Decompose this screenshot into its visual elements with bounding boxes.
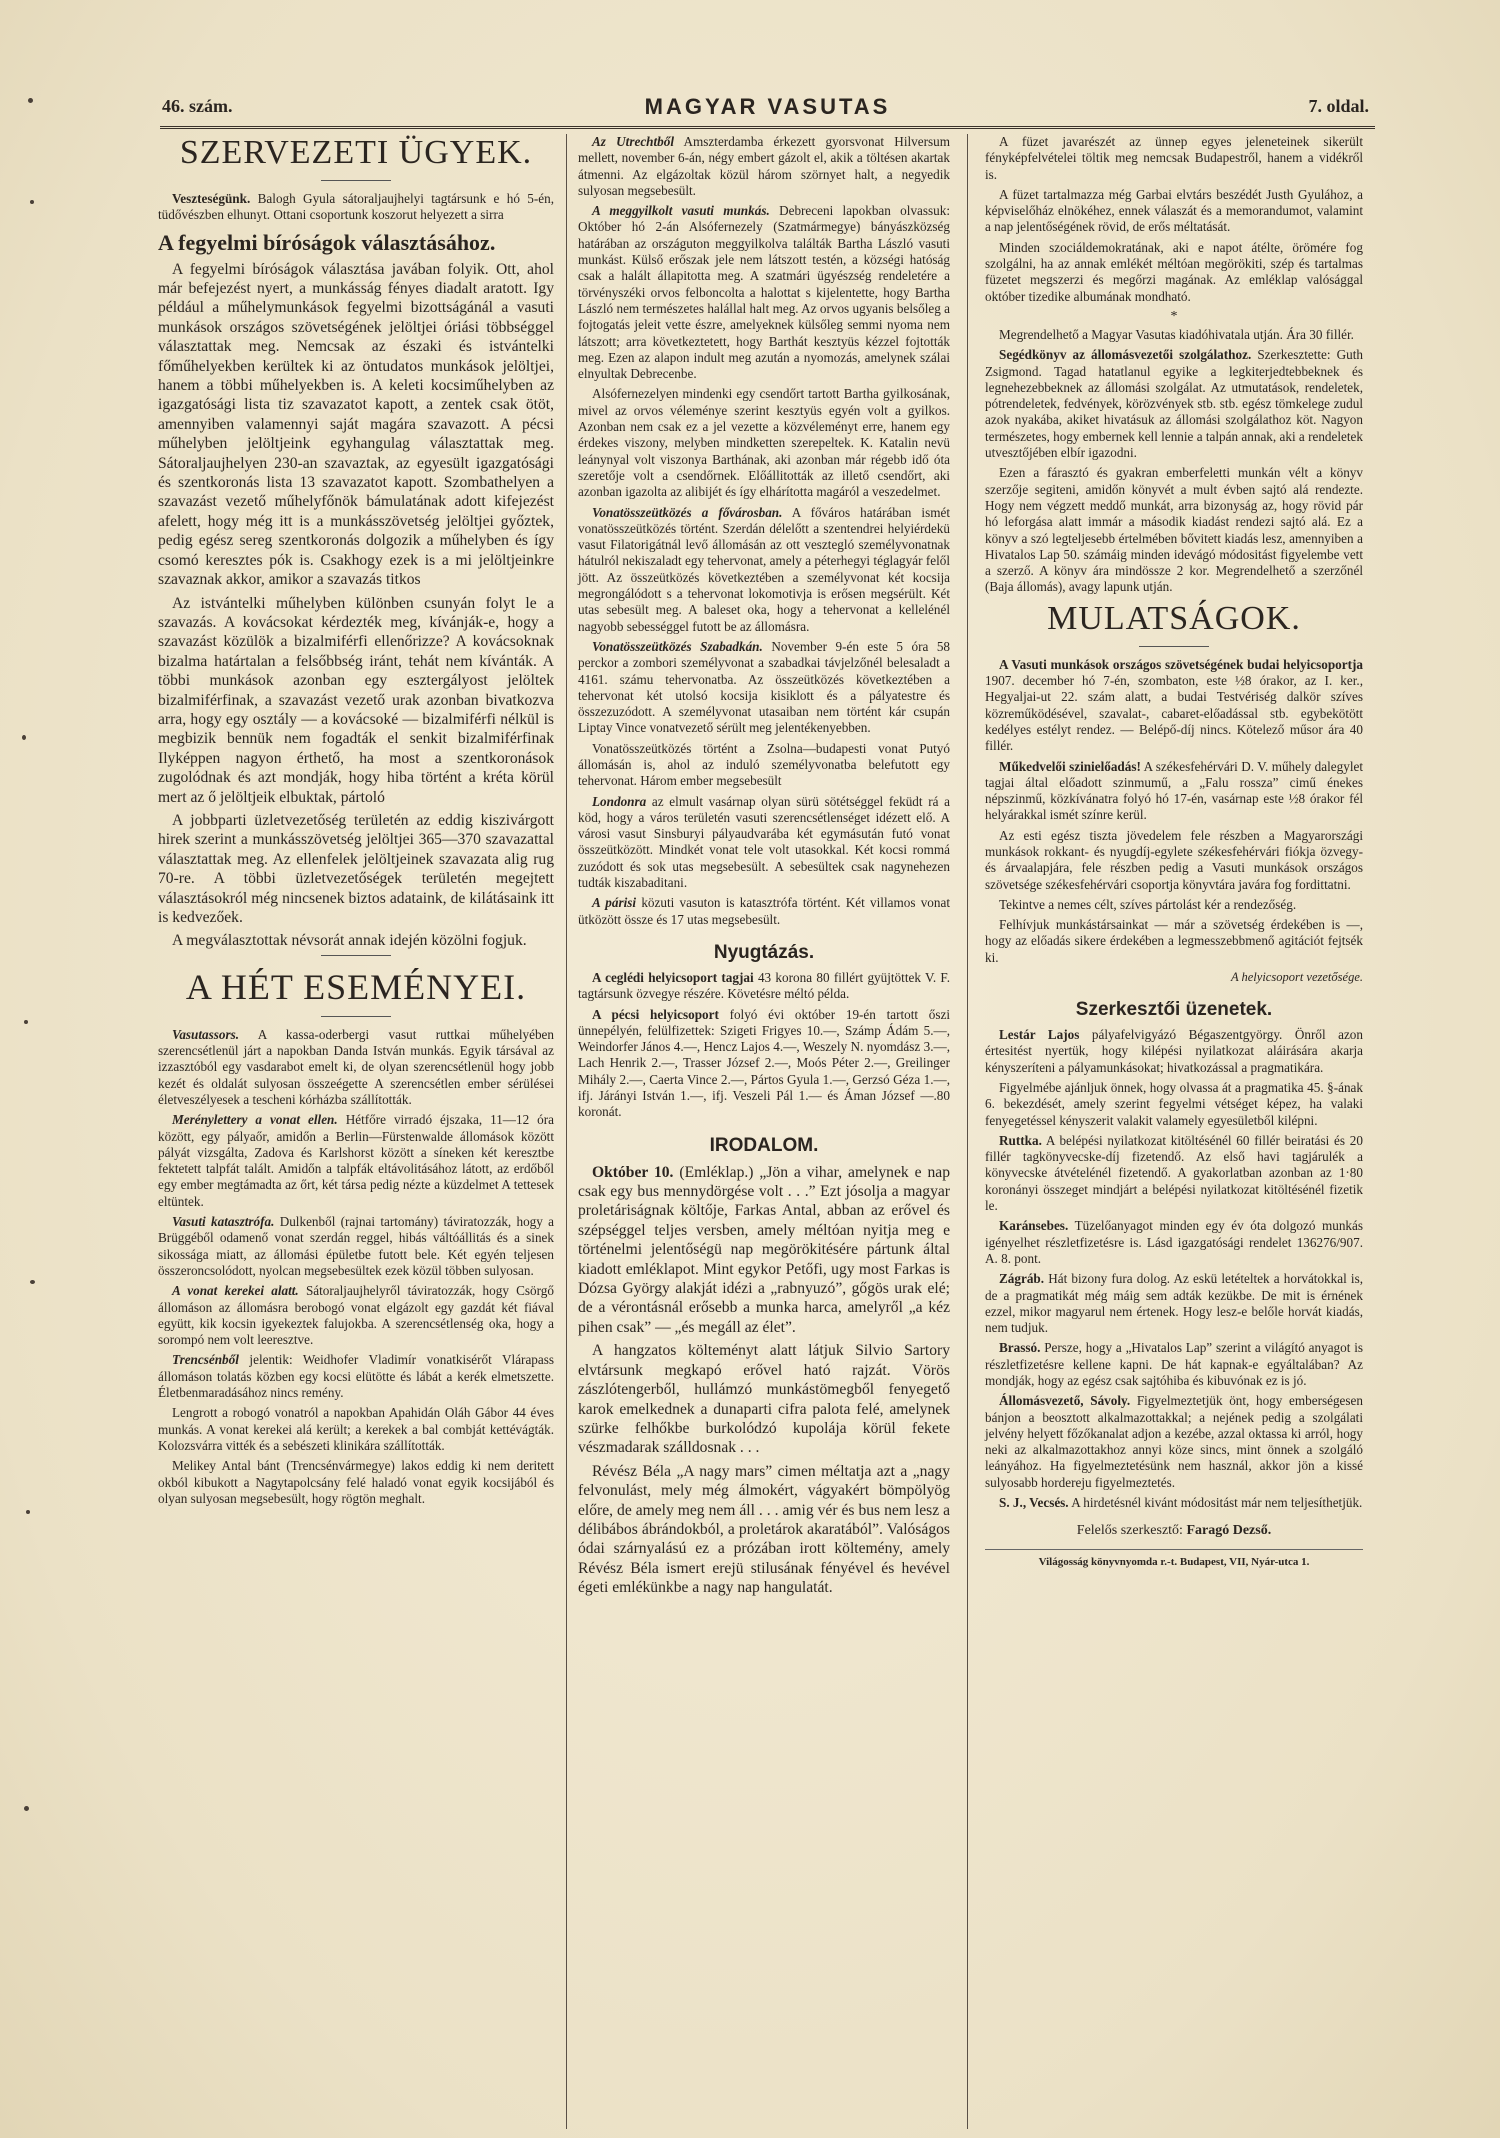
message-item (985, 1495, 1363, 1511)
news-text: Melikey Antal bánt (Trencsénvármegye) lakos eddig ki nem deritett okból kibukott a Nagytapolcsány felé haladó vonat egyik kocsijából és olyan sulyosan megsebesült, hogy rögtön meghalt. (158, 1458, 554, 1506)
section-title: IRODALOM. (709, 1134, 819, 1156)
section-title: SZERVEZETI ÜGYEK. (179, 134, 533, 171)
lit-lead: Október 10. (592, 1163, 674, 1181)
news-item (578, 505, 950, 635)
message-text: A belépési nyilatkozat kitöltésénél 60 fillér beiratási és 20 fillér tagkönyvecske-díj fizetendő. Az első havi tagjárulék a könyvecske átvételénél fizetendő. A gyakorlatban azonban az 1·80 koronányi összeget mindjárt a belépési nyilatkozat kitöltésénél fizetik le. (985, 1132, 1363, 1214)
message-lead: Zágráb. (999, 1271, 1045, 1287)
message-lead: Ruttka. (999, 1132, 1042, 1148)
event-lead: A Vasuti munkások országos szövetségének budai helyicsoportja (999, 656, 1363, 672)
article (158, 191, 554, 224)
message-lead: Lestár Lajos (999, 1027, 1080, 1043)
news-item (578, 741, 950, 790)
lit-item (578, 1163, 950, 1338)
speck (30, 200, 34, 204)
message-text: Figyelmébe ajánljuk önnek, hogy olvassa át a pragmatika 45. §-ának 6. bekezdését, amely szerint fegyelmi vétséget képez, ha valaki fenyegetéssel kényszerit valakit valamely egyesületből kilépni. (985, 1079, 1363, 1128)
news-item (578, 895, 950, 928)
message-lead: Karánsebes. (999, 1218, 1069, 1234)
speck (24, 1806, 29, 1811)
news-item (158, 1214, 554, 1279)
column-middle (578, 134, 950, 1602)
message-item (985, 1080, 1363, 1129)
speck (30, 1280, 35, 1284)
speck (26, 1510, 30, 1514)
lit-item (578, 1462, 950, 1598)
divider (321, 180, 391, 181)
column-right (985, 134, 1363, 1568)
news-item (578, 134, 950, 199)
message-text: Hát bizony fura dolog. Az eskü letételtek a horvátokkal is, de a pragmatikát még máig sem adták kezükbe. De mit is érnének ezzel, mikor magyarul nem értenek. Hogy lesz-e belőle horvát kiadás, nem tudjuk. (985, 1271, 1363, 1336)
event-text: Az esti egész tiszta jövedelem fele részben a Magyarországi munkások rokkant- és nyugdíj-egylete székesfehérvári fiókja özvegy- és árvaalapjára, fele részben pedig a Vasuti munkások országos szövetsége székesfehérvári csoportja könyvtára javára fog fordittatni. (985, 827, 1363, 892)
news-text: A főváros határában ismét vonatösszeütközés történt. Szerdán délelőtt a szentendrei helyiérdekü vasut Filatorigátnál levő állomásán az ott vesztegló személyvonatnak hátulról nekiszaladt egy tehervonat, amely a péterhegyi téglagyár felől jött. Az összeütközés következtében a személyvonat két kocsija megrongálódott s a tehervonat lokomotivja is erősen megsérült. Két utas sebesült meg. A baleset oka, hogy a tehervonat a kellelénél nagyobb sebességgel futott be az állomásra. (578, 504, 951, 634)
news-item (158, 1112, 554, 1210)
editor-credit (985, 1523, 1363, 1539)
section-title: Nyugtázás. (713, 941, 815, 963)
column-rule (967, 134, 968, 2129)
message-item (985, 1271, 1363, 1336)
event-item (985, 917, 1363, 966)
news-lead: Vonatösszeütközés a fővárosban. (592, 504, 783, 520)
receipt-text: 43 korona 80 fillért gyüjtöttek V. F. tagtársunk özvegye részére. Követésre méltó példa. (578, 969, 950, 1002)
news-lead: Merénylettery a vonat ellen. (172, 1112, 338, 1128)
section-title: MULATSÁGOK. (1047, 599, 1301, 637)
book-lead: Segédkönyv az állomásvezetői szolgálathoz. (999, 347, 1252, 363)
lit-item (578, 1341, 950, 1457)
news-text: Lengrott a robogó vonatról a napokban Apahidán Oláh Gábor 44 éves munkás. A vonat kerekei alá került; a kerekek a bal combját kettévágták. Kolozsvárra vitték és a sebészeti klinikára szállították. (158, 1405, 554, 1453)
divider (321, 955, 391, 956)
news-item (158, 1283, 554, 1348)
book-notice (985, 347, 1363, 461)
news-text: közuti vasuton is katasztrófa történt. Két villamos vonat ütközött össze és 17 utas megsebesült. (578, 895, 951, 927)
article-text: Ezen a fárasztó és gyakran emberfeletti munkán vélt a könyv szerzője segiteni, amidőn könyvét a mult évben sajtó alá rendezte. Hogy nem végzett meddő munkát, arra bizonyság az, hogy rövid pár hó leforgása alatt immár a második kiadást rendezi sajtó alá. Ez a könyv a szó legteljesebb értelmében bővitett kiadás lesz, amennyiben a Hivatalos Lap 50. számáig minden idevágó módositást figyelembe vett a szerző. A könyv ára mindössze 2 kor. Megrendelhető a szerzőnél (Baja állomás), avagy lapunk utján. (985, 465, 1363, 595)
headline: A fegyelmi bíróságok választásához. (158, 229, 496, 255)
news-item (158, 1027, 554, 1108)
speck (28, 98, 33, 103)
message-lead: Állomásvezető, Sávoly. (999, 1393, 1131, 1409)
message-item (985, 1393, 1363, 1491)
news-text: Sátoraljaujhelyről táviratozzák, hogy Csörgő állomáson az állomásra berobogó vonat elgázolt egy gazdát két fiával együtt, kik kocsin igyekeztek falujokba. A szerencsétlenség oka, hogy a sorompó nem volt leeresztve. (158, 1283, 554, 1348)
section-title: A HÉT ESEMÉNYEI. (185, 966, 527, 1007)
news-text: A kassa-oderbergi vasut ruttkai műhelyében szerencsétlenül járt a napokban Danda István munkás. Egyik társával az izzasztóból egy vasdarabot emelt ki, de olyan szerencsétlenül hogy jobb kezét és oldalát sulyosan összeégette A szerencsétlen ember sérülései életveszélyesek a tescheni kórházba szállították. (158, 1026, 554, 1107)
news-lead: A meggyilkolt vasuti munkás. (592, 203, 770, 219)
news-lead: Trencsénből (172, 1352, 239, 1368)
book-text: Szerkesztette: Guth Zsigmond. Tagad hatatlanul egyike a legkiterjedtebbeknek és legnehezebbeknek az állomási szolgálat. Az utmutatások, rendeletek, pótrendeletek, fedvények, körözvények stb. stb. egész tömkelege zudul azok nyakába, akiket hivatásuk az állomási szolgálathoz köt. Nagyon természetes, hogy embernek kell lennie a talpán annak, aki a rendeletek utvesztőjében elbír igazodni. (985, 347, 1363, 461)
article-text: A jobbparti üzletvezetőség területén az eddig kiszivárgott hirek szerint a munkásszövetség jelöltjei 365—370 szavazattal választattak meg. Az ellenfelek jelöltjeinek szavazata alig rug 70-re. A többi üzletvezetőségek területén megejtett választásokról még nincsenek biztos adataink, de kilátásaink itt is kedvezőek. (158, 811, 554, 926)
message-text: pályafelvigyázó Bégaszentgyörgy. Önről azon értesitést nyertük, hogy kilépési nyilatkozat aláirására akarja kényszeríteni a pályamunkásokat; hivatkozással a pragmatikára. (985, 1027, 1363, 1075)
news-item (158, 1405, 554, 1454)
divider (321, 1016, 391, 1017)
masthead-title: MAGYAR VASUTAS (644, 94, 891, 119)
lit-text: Révész Béla „A nagy mars” cimen méltatja azt a „nagy felvonulást, mely még álmokért, vágyakért bömpölyög előre, de amely meg nem áll . . . amig vér és bus nem lesz a délibábos ábrándokból, a proletárok akaratából”. Valóságos ódai szárnyalású ez a prózában irott költemény, amely Révész Béla ismert erejü stilusának fényével és hevével égeti emlékünkbe a nagy nap hangulatát. (578, 1462, 950, 1597)
news-text: Amszterdamba érkezett gyorsvonat Hilversum mellett, november 6-án, négy embert gázolt el, akik a töltésen akartak átmenni. Az elgázoltak közül három szörnyet halt, a negyedik sulyosan megsebesült. (578, 134, 950, 198)
news-item (578, 794, 950, 892)
event-item (985, 897, 1363, 913)
ornament: * (1170, 308, 1178, 324)
event-item (985, 657, 1363, 755)
news-lead: Londonra (592, 793, 647, 809)
signature: A helyicsoport vezetősége. (1230, 970, 1363, 985)
article-text: Megrendelhető a Magyar Vasutas kiadóhivatala utján. Ára 30 fillér. (999, 326, 1354, 342)
article-lead: Veszteségünk. (172, 191, 251, 206)
page-number: 7. oldal. (1308, 96, 1369, 116)
news-lead: Vonatösszeütközés Szabadkán. (592, 638, 763, 654)
lit-text: (Emléklap.) „Jön a vihar, amelynek e nap csak egy bus mennydörgése volt . . .” Ezt jósolja a magyar proletáriságnak költője, Farkas Antal, abban az erővel és szépséggel teljes versben, amely méltóan nyitja meg e történelmi jelentőségü nap megörökitésére pártunk által kiadott emléklapot. Mint egykor Petőfi, ugy most Farkas is Dózsa György alakját idézi a „rabnyuzó”, gőgös urak elé; de a vérontásnál erősebb a munka harca, amelyről „a kéz pihen csak” — „és megáll az élet”. (578, 1163, 950, 1336)
message-item (985, 1133, 1363, 1214)
column-left (158, 134, 554, 1511)
message-text: A hirdetésnél kivánt módositást már nem teljesíthetjük. (1071, 1495, 1363, 1511)
news-item (578, 639, 950, 737)
news-text: Vonatösszeütközés történt a Zsolna—budapesti vonat Putyó állomásán is, ahol az induló személyvonatba belefutott egy tehervonat. Három ember megsebesült (578, 740, 950, 789)
article-text: Minden szociáldemokratának, aki e napot átélte, örömére fog szolgálni, ha az annak emlékét méltóan megörökiti, szép és tartalmas füzetet megszerzi és megőrzi magának. Az emléklap valósággal október tizedike albumának mondható. (985, 239, 1363, 304)
news-text: Alsófernezelyen mindenki egy csendőrt tartott Bartha gyilkosának, mivel az orvos véleménye szerint kesztyüs egyén volt a gyilkos. Azonban nem csak ez a jel vezette a közvéleményt erre, hanem egy érdekes viszony, melyben mindketten szerepeltek. K. Katalin nevü leánynyal volt viszonya Barthának, aki azonban már régebb idő óta szeretője volt a csendőrnek. Előállitották az illető csendőrt, aki azonban igazolta az alibijét és így elhárította magáról a veszedelmet. (578, 386, 950, 500)
news-item (578, 203, 950, 382)
message-text: Persze, hogy a „Hivatalos Lap” szerint a világító anyagot is részletfizetésre kellene kapni. De hát kapnak-e egyáltalában? Az mondják, hogy az egész csak sajtóhiba és kibuvónak ez is jó. (985, 1340, 1364, 1388)
message-text: Figyelmeztetjük önt, hogy emberségesen bánjon a beosztott alkalmazottakkal; a nejének pedig a szolgálati jelvény helyett főzőkanalat adjon a kezébe, azzal oktassa ki arról, hogy neki az alkalmazottakhoz annyi köze sincs, mint önnek a szolgáló leányához. Ha figyelmeztetésünk nem használ, akkor jön a kissé sulyosabb hordereju figyelmeztetés. (985, 1393, 1363, 1490)
message-text: Tüzelőanyagot minden egy év óta dolgozó munkás igényelhet részletfizetésre is. Lásd igazgatósági rendelet 136276/907. A. 8. pont. (985, 1218, 1364, 1266)
news-item (158, 1352, 554, 1401)
editor-name: Faragó Dezső. (1186, 1523, 1272, 1539)
news-text: November 9-én este 5 óra 58 perckor a zombori személyvonat a szabadkai távjelzőnél belesaladt a 4161. számu tehervonatba. Az összeütközés következtében a tehervonat két utolsó kocsija kisiklott és a pályatestre és összezuzódott. A személyvonat utasaiban nem történt kár csupán Liptay Vince vonatvezető sérült meg jelentékenyebben. (578, 638, 951, 736)
divider (1139, 646, 1209, 647)
article-text: A füzet tartalmazza még Garbai elvtárs beszédét Justh Gyulához, a képviselőház elnökéhez, ennek válaszát és a memorandumot, valamint a nap jelentőségének rövid, de erős méltatását. (985, 186, 1363, 235)
news-text: az elmult vasárnap olyan sürü sötétséggel feküdt rá a köd, hogy a város területén vasuti szerencsétlenséget idézett elő. A városi vasut Sinsburyi pályaudvarába két egymásután futó vonat összeütközött. Mindkét vonat tele volt utasokkal. Két kocsi rommá zuzódott és sok utas megsebesült. A sebesültek csak nagynehezen tudták kiszabaditani. (578, 793, 951, 891)
news-item (578, 386, 950, 500)
message-lead: Brassó. (999, 1340, 1041, 1356)
section-title: Szerkesztői üzenetek. (1075, 999, 1273, 1021)
message-item (985, 1218, 1363, 1267)
event-text: Tekintve a nemes célt, szíves pártolást kér a rendezőség. (999, 896, 1297, 912)
article-text: Balogh Gyula sátoraljaujhelyi tagtársunk e hó 5-én, tüdővészben elhunyt. Ottani csoportunk koszorut helyezett a sirra (158, 191, 554, 223)
article-text: A füzet javarészét az ünnep egyes jeleneteinek sikerült fényképfelvételei töltik meg nemcsak Budapestről, hanem a vidékről is. (985, 134, 1363, 182)
receipt-lead: A pécsi helyicsoport (592, 1006, 719, 1022)
event-text: 1907. december hó 7-én, szombaton, este ½8 órakor, az I. ker., Hegyaljai-ut 22. szám alatt, a budai Testvériség dalkör szíves közreműködésével, szavalat-, cabaret-előadással stb. egybekötött kedélyes estélyt rendez. — Belépő-díj nincs. Kötelező műsor ára 40 fillér. (985, 673, 1363, 754)
receipt-item (578, 1007, 950, 1121)
event-item (985, 759, 1363, 824)
event-lead: Műkedvelői szinielőadás! (999, 758, 1141, 774)
news-text: Hétfőre virradó éjszaka, 11—12 óra között, egy pályaőr, amidőn a Berlin—Fürstenwalde állomások között pályát vizsgálta, Zadova és Karlshorst között a síneken két keresztbe fektetett talpfát talált. Amidőn a talpfák eltávolitásához látott, az erdőből egy ember megtámadta az őrt, két társa pedig nézte a küzdelmet A tettesek eltüntek. (158, 1112, 555, 1209)
message-item (985, 1027, 1363, 1076)
event-text: A székesfehérvári D. V. műhely dalegylet tagjai által előadott szinmumű, a „Falu rossza” cimű énekes népszinmű, közkívánatra folyó hó 17-én, vasárnap este ½8 órakor fél helyárakkal ismét színre kerül. (985, 758, 1363, 823)
editor-label: Felelős szerkesztő: (1076, 1523, 1183, 1539)
event-item (985, 828, 1363, 893)
page-header (160, 92, 1375, 129)
speck (24, 1020, 28, 1024)
article-text: Az istvántelki műhelyben különben csunyán folyt le a szavazás. A kovácsokat kérdezték meg, kívánják-e, hogy a szavazást közülök a bizalmiférfi ellenőrizze? A kovácsoknak bizalma határtalan a felsőbbség iránt, tehát nem kívánták. A többi munkások azonban egy esztergályost jelöltek bizalmiférfinak, a szavazást vezető urak azonban bivatkozva arra, hogy egy osztály — a kovácsoké — bizalmiférfi nélkül is megbizik bennük nem fogadták el senkit bizalmiférfinak Ilyképpen nagyon érthető, ha most a szentkoronások zugolódnak és azt mondják, hogy hiba történt a kréta körül mert az ő jelöltjeik elbuktak, pártoló (158, 594, 554, 806)
news-lead: A vonat kerekei alatt. (172, 1283, 299, 1299)
news-lead: A párisi (592, 895, 637, 911)
news-lead: Az Utrechtből (592, 134, 675, 149)
receipt-item (578, 970, 950, 1003)
column-rule (566, 134, 567, 2129)
news-text: Dulkenből (rajnai tartomány) táviratozzák, hogy a Brüggéből odamenő vonat szerdán reggel, hibás váltóállitás és a sinek sikossága miatt, az állomási épületbe futott bele. Két egyén teljesen összeroncsolódott, nyolcan megsebesültek ezek közül többen sulyosan. (158, 1214, 555, 1278)
news-item (158, 1458, 554, 1507)
article-text: A fegyelmi bíróságok választása javában folyik. Ott, ahol már befejezést nyert, a munkásság fényes diadalt aratott. Igy például a műhelymunkások fegyelmi bizottságánál a vasuti munkások országos szövetségének jelöltjei óriási többséggel választattak meg. Nemcsak az északi és istvántelki főműhelyekben kerültek ki az öntudatos munkások jelöltjei, hanem a többi műhelyekben is. A keleti kocsiműhelyben az igazgatósági lista tiz szavazatot kapott, a zentek csak ötöt, amennyiben valamennyi saját magára szavazott. A pécsi műhelyben jelöltjeink egyhangulag választattak meg. Sátoraljaujhelyen 230-an szavaztak, az egyesült igazgatósági és szentkoronás lista 13 szavazatot kapott. Szombathelyen a szavazást vezető műhelyfőnök bámulatának adott kifejezést afelett, hogy még itt is a munkásszövetség jelöltjei győztek, pedig egész sereg szentkoronás dolgozik a műhelyben és így csomó keresztes pók is. Csakhogy ezek is a mi jelöltjeinkre szavaznak akkor, amikor a szavazás titkos (158, 260, 554, 589)
news-text: Debreceni lapokban olvassuk: Október hó 2-án Alsófernezely (Szatmármegye) bányászközség határában az országuton meggyilkolva találták Bartha László vasuti munkást. Külső erőszak jele nem látszott testén, a községi hatóság csak a halált állapitotta meg. A szatmári ügyészség rendeletére a törvényszéki orvos felboncolta a halottat s kijelentette, hogy Bartha László nem természetes halállal halt meg. Az orvos ugyanis belsőleg a fojtogatás jeleit vette észre, amelyeknek külsőleg semmi nyoma nem látszott; arra következtetett, hogy Barthát kesztyüs kézzel fojtották meg. Ezen az alapon indult meg azután a nyomozás, amelynek szálai elnyultak Debrecenbe. (578, 203, 951, 382)
receipt-text: folyó évi október 19-én tartott őszi ünnepélyén, felülfizettek: Szigeti Frigyes 10.—, Számp Ádám 5.—, Weindorfer János 4.—, Hencz Lajos 4.—, Weszely N. nyomdász 3.—, Lach Henrik 2.—, Trasser József 2.—, Moós Péter 2.—, Greilinger Mihály 2.—, Caerta Vince 2.—, Pártos Gyula 1.—, Gerzsó Géza 1.—, ifj. Járányi István 1.—, ifj. Veszeli Pál 1.— és Áman József —.80 koronát. (578, 1006, 950, 1120)
message-item (985, 1340, 1363, 1389)
issue-number: 46. szám. (162, 96, 233, 116)
article-text: A megválasztottak névsorát annak idején közölni fogjuk. (172, 932, 527, 950)
speck (22, 735, 26, 740)
news-text: jelentik: Weidhofer Vladimír vonatkisérőt Vlárapass állomáson tolatás közben egy kocsi elütötte és lábát a kerék elmetszette. Életbenmaradásához nincs remény. (158, 1352, 555, 1401)
news-lead: Vasutassors. (172, 1026, 240, 1042)
news-lead: Vasuti katasztrófa. (172, 1214, 275, 1230)
message-lead: S. J., Vecsés. (999, 1495, 1069, 1511)
lit-text: A hangzatos költeményt alatt látjuk Silvio Sartory elvtársunk megkapó erővel ható rajzát. Vörös zászlótengerből, hullámzó munkástömegből fenyegető karok emelkednek a dunaparti cifra palota felé, amelynek szürke felhőkbe burkolódzó kupolája körül fekete vészmadarak szálldosnak . . . (578, 1342, 950, 1457)
printer-credit: Világosság könyvnyomda r.-t. Budapest, VII, Nyár-utca 1. (985, 1549, 1363, 1568)
receipt-lead: A ceglédi helyicsoport tagjai (592, 969, 754, 985)
event-text: Felhívjuk munkástársainkat — már a szövetség érdekében is —, hogy az előadás sikere érdekében a legmesszebbmenő agitációt fejtsék ki. (985, 917, 1363, 965)
